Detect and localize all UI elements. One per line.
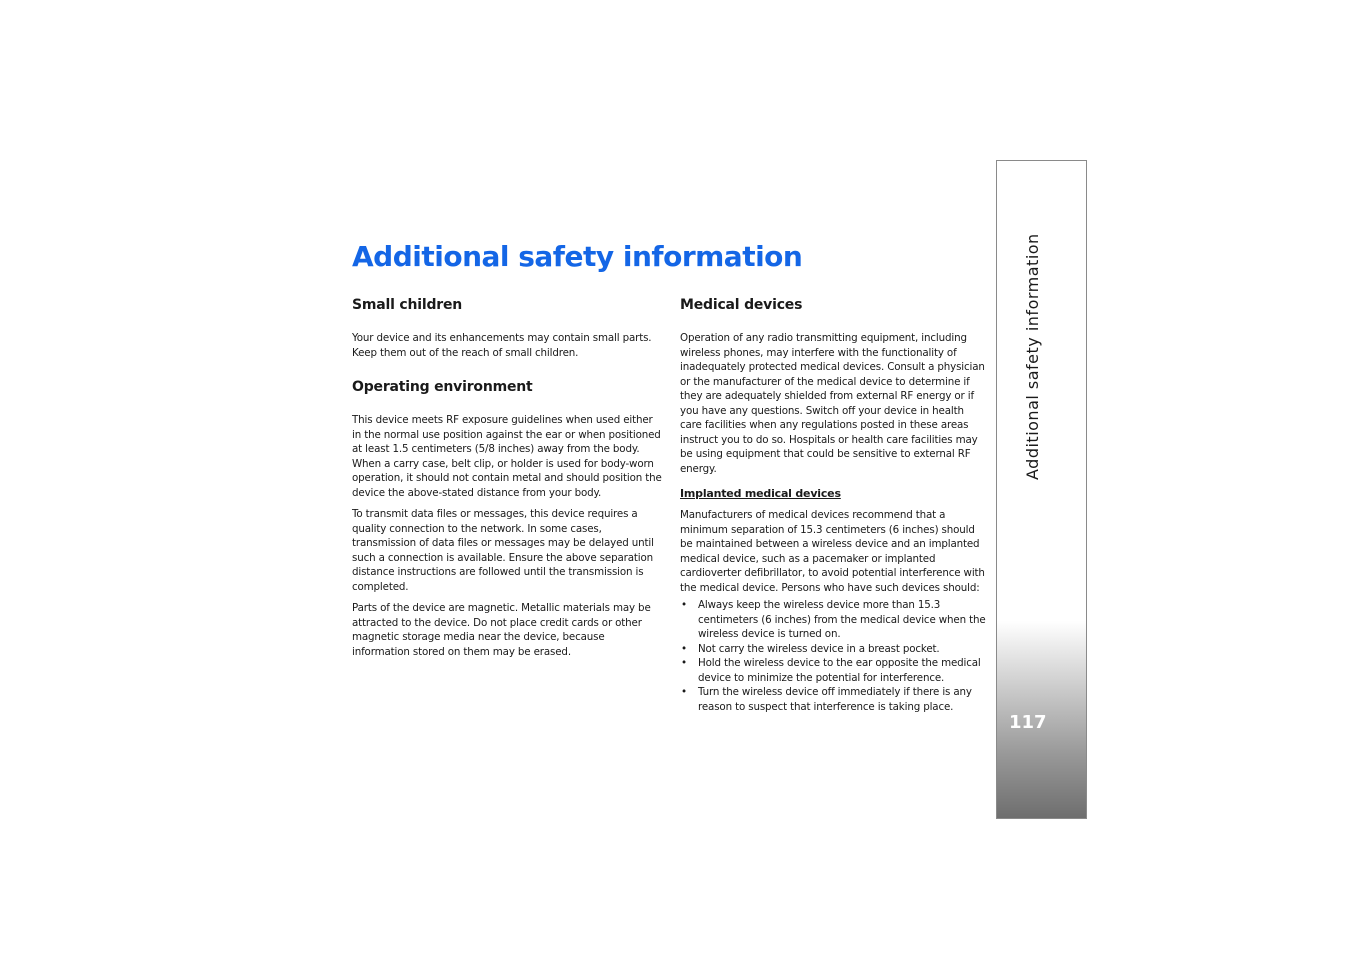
list-item-text: Turn the wireless device off immediately if there is any reason to suspect that interference is taking place. [698,686,972,713]
left-column [352,296,662,666]
list-item-text: Hold the wireless device to the ear opposite the medical device to minimize the potential for interference. [698,657,981,684]
bullet-icon: • [681,599,687,611]
operating-environment-paragraph-3: Parts of the device are magnetic. Metallic materials may be attracted to the device. Do not place credit cards or other magnetic storage media near the device, because information stored on them may be erased. [352,602,651,658]
small-children-paragraph: Your device and its enhancements may contain small parts. Keep them out of the reach of small children. [352,332,652,359]
list-item-text: Always keep the wireless device more than 15.3 centimeters (6 inches) from the medical device when the wireless device is turned on. [698,599,986,640]
list-item [680,598,986,642]
page-title: Additional safety information [352,240,803,273]
list-item-text: Not carry the wireless device in a breast pocket. [698,642,940,655]
right-column [680,296,986,714]
side-tab-label: Additional safety information [1023,233,1042,480]
operating-environment-heading: Operating environment [352,379,533,395]
bullet-icon: • [681,642,687,655]
medical-devices-paragraph: Operation of any radio transmitting equipment, including wireless phones, may interfere with the functionality of inadequately protected medical devices. Consult a physician or the manufacturer of the medical device to determine if they are adequately shielded from external RF energy or if you have any questions. Switch off your device in health care facilities when any regulations posted in these areas instruct you to do so. Hospitals or health care facilities may be using equipment that could be sensitive to external RF energy. [680,332,985,475]
list-item [680,642,986,657]
list-item [680,656,986,685]
implanted-medical-devices-paragraph: Manufacturers of medical devices recommend that a minimum separation of 15.3 centimeters (6 inches) should be maintained between a wireless device and an implanted medical device, such as a pacemaker or implanted cardioverter defibrillator, to avoid potential interference with the medical device. Persons who have such devices should: [680,509,985,594]
section-small-children [352,296,662,360]
section-implanted-medical-devices [680,486,986,714]
bullet-icon: • [681,657,687,669]
implanted-medical-devices-heading: Implanted medical devices [680,487,841,500]
section-medical-devices [680,296,986,476]
operating-environment-paragraph-1: This device meets RF exposure guidelines when used either in the normal use position against the ear or when positioned at least 1.5 centimeters (5/8 inches) away from the body. When a carry case, belt clip, or holder is used for body-worn operation, it should not contain metal and should position the device the above-stated distance from your body. [352,414,662,499]
section-operating-environment [352,378,662,659]
small-children-heading: Small children [352,297,463,313]
implanted-guidelines-list [680,598,986,714]
list-item [680,685,986,714]
page-number: 117 [1009,712,1047,733]
operating-environment-paragraph-2: To transmit data files or messages, this device requires a quality connection to the network. In some cases, transmission of data files or messages may be delayed until such a connection is available. Ensure the above separation distance instructions are followed until the transmission is completed. [352,508,654,593]
bullet-icon: • [681,686,687,698]
medical-devices-heading: Medical devices [680,297,803,313]
